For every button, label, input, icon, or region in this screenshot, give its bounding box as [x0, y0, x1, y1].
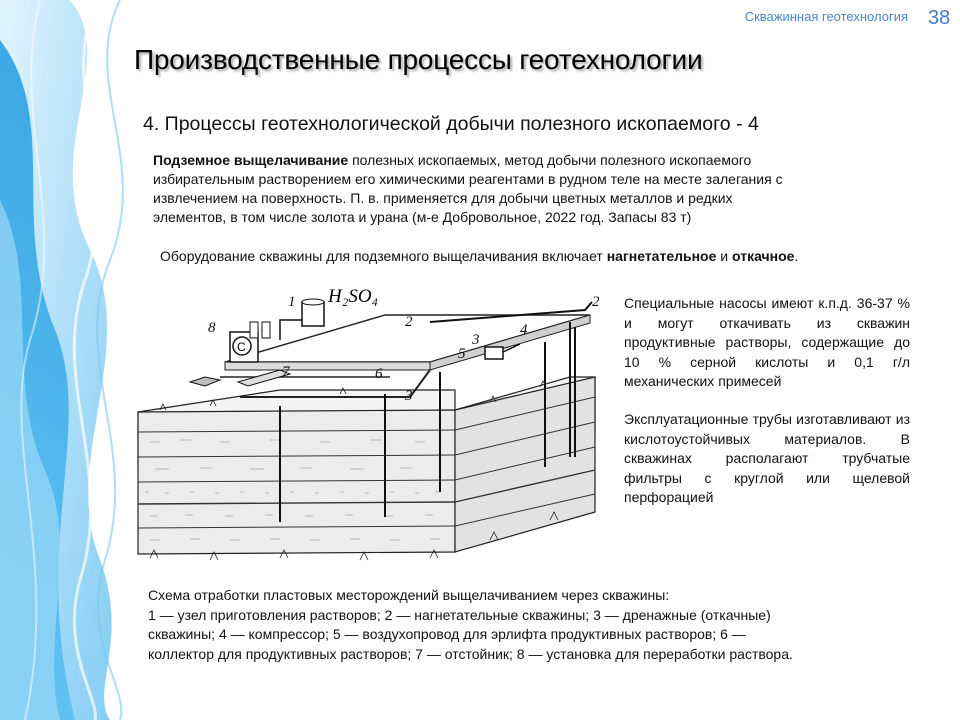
label-2-right: 2	[592, 294, 600, 310]
label-7: 7	[282, 364, 290, 380]
equipment-and: и	[716, 248, 733, 264]
label-6: 6	[375, 366, 383, 382]
ground-block	[138, 377, 595, 560]
equipment-pumping: откачное	[732, 248, 795, 264]
leaching-scheme-diagram	[130, 282, 610, 567]
label-5: 5	[458, 346, 466, 362]
definition-line3: извлечением на поверхность. П. в. применяется для добычи цветных металлов и редких	[153, 190, 733, 206]
formula-label: H₂SO₄	[328, 286, 379, 307]
definition-line2: избирательным растворением его химическими реагентами в рудном теле на месте залегания с	[153, 171, 783, 187]
definition-line1: полезных ископаемых, метод добычи полезного ископаемого	[348, 152, 752, 168]
equipment-sentence	[160, 248, 900, 264]
equipment-injection: нагнетательное	[606, 248, 717, 264]
caption-line2: 1 — узел приготовления растворов; 2 — нагнетательные скважины; 3 — дренажные (откачные)	[148, 606, 771, 623]
compressor	[485, 344, 520, 359]
pump-note: Специальные насосы имеют к.п.д. 36-37 % и могут откачивать из скважин продуктивные растворы, содержащие до 10 % серной кислоты и 0,1 г/л механических примесей	[624, 295, 910, 390]
equipment-prefix: Оборудование скважины для подземного выщелачивания включает	[160, 248, 607, 264]
caption-line3: скважины; 4 — компрессор; 5 — воздухопровод для эрлифта продуктивных растворов; 6 —	[148, 626, 746, 642]
equipment-period: .	[794, 248, 799, 264]
definition-line4: элементов, в том числе золота и урана (м-е Добровольное, 2022 год. Запасы 83 т)	[153, 209, 692, 225]
caption-line4: коллектор для продуктивных растворов; 7 — отстойник; 8 — установка для переработки раствора.	[148, 645, 793, 662]
settling-basin	[190, 370, 290, 386]
label-8: 8	[208, 320, 216, 336]
label-2: 2	[405, 314, 413, 330]
definition-paragraph	[153, 151, 873, 227]
label-3-lower: 3	[405, 388, 413, 404]
caption-line1: Схема отработки пластовых месторождений выщелачиванием через скважины:	[148, 587, 670, 603]
label-4: 4	[520, 322, 528, 338]
label-1: 1	[288, 294, 296, 310]
header-topic: Скважинная геотехнология	[744, 9, 908, 24]
pipe-note: Эксплуатационные трубы изготавливают из кислотоустойчивых материалов. В скважинах располагают трубчатые фильтры с круглой или щелевой перфорацией	[624, 411, 910, 506]
unit-letter: C	[237, 340, 246, 354]
page-number: 38	[928, 7, 951, 29]
definition-term: Подземное выщелачивание	[153, 152, 349, 168]
solution-tank	[280, 299, 324, 340]
slide-subtitle: 4. Процессы геотехнологической добычи полезного ископаемого - 4	[143, 113, 759, 135]
slide-title: Производственные процессы геотехнологии	[134, 44, 703, 75]
diagram-caption	[148, 586, 908, 664]
label-3: 3	[472, 332, 480, 348]
